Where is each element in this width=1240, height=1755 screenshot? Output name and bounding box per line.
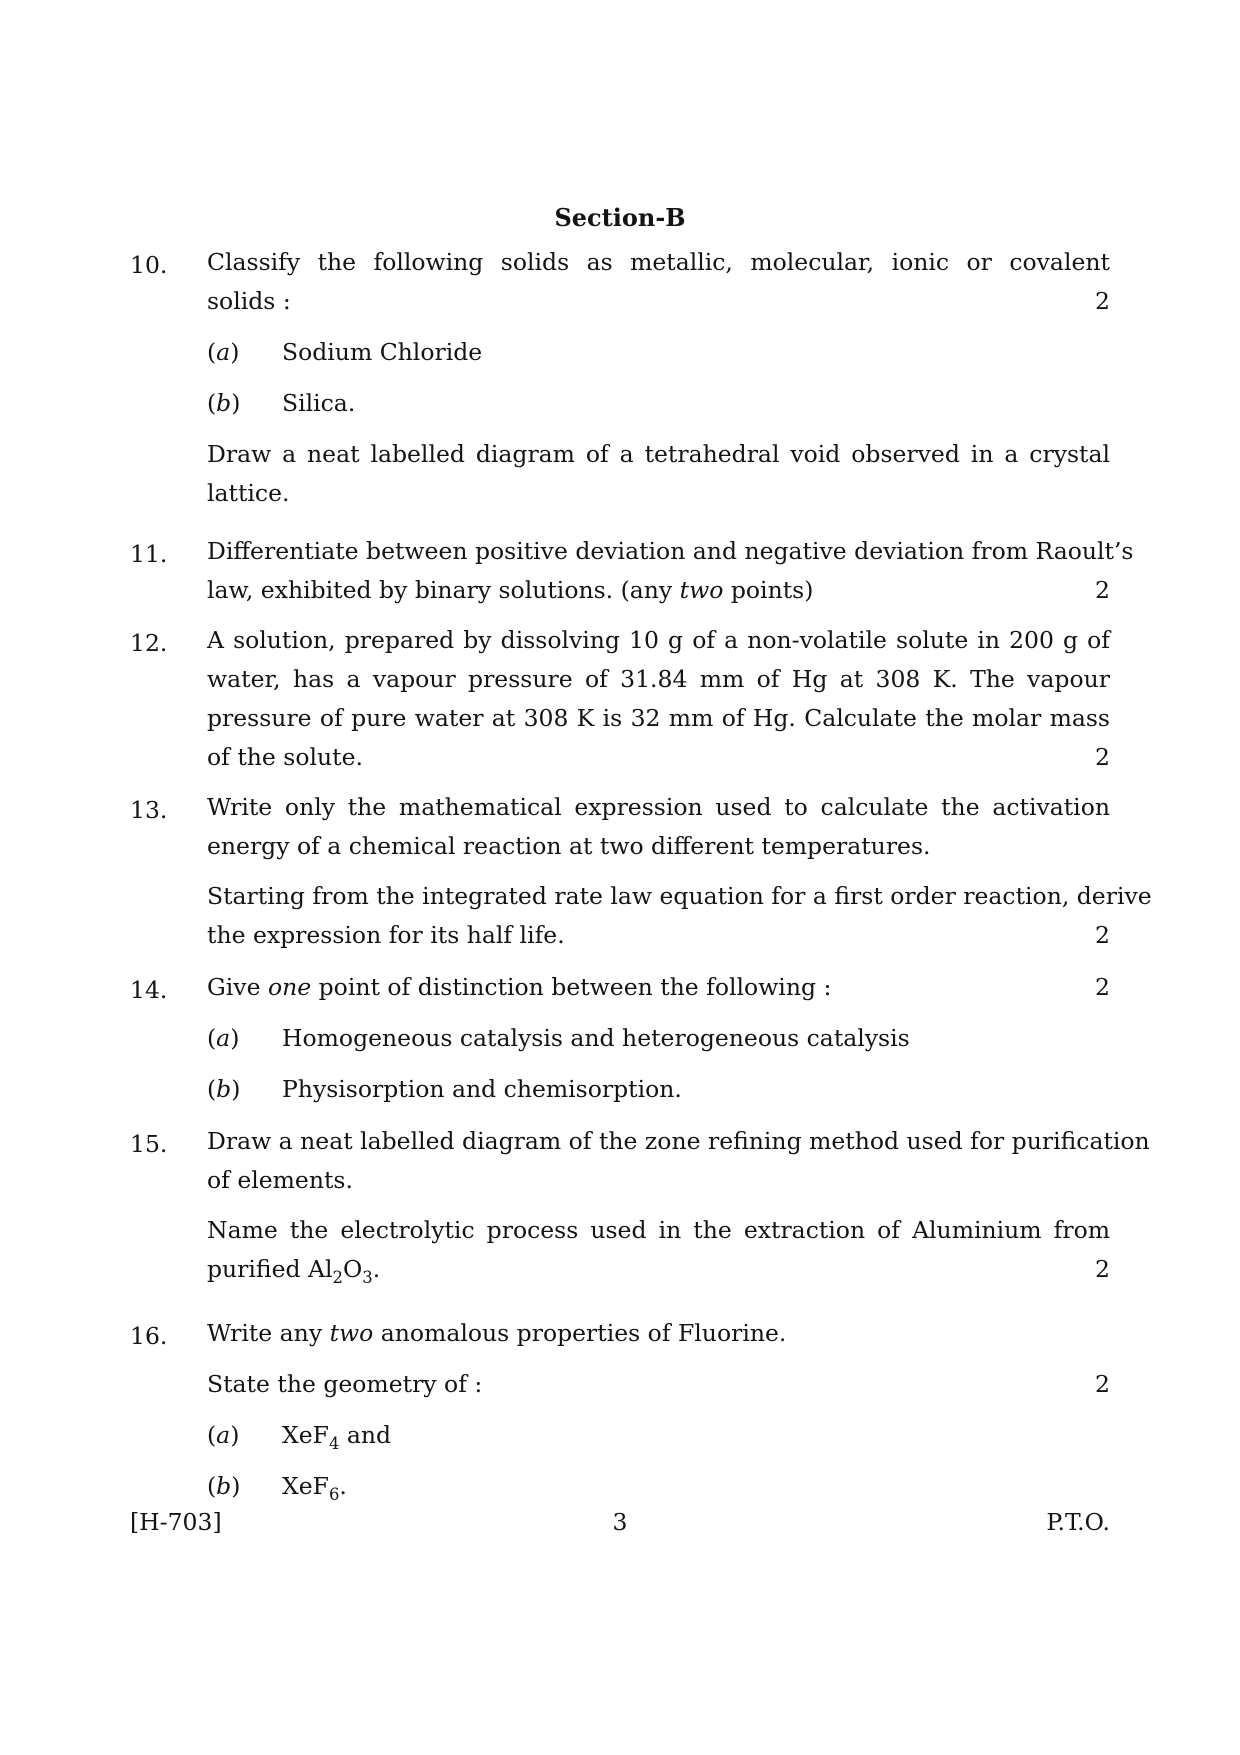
question-body: Write any two anomalous properties of Fluorine. State the geometry of : 2 (a) XeF$_4$ and (b) XeF$_6$.: [207, 1314, 1110, 1506]
question-body: [207, 243, 1110, 513]
question-paragraph: Draw a neat labelled diagram of a tetrahedral void observed in a crystal lattice.: [207, 440, 1110, 507]
question-number: 11.: [130, 540, 168, 568]
sub-item-a: (a) Homogeneous catalysis and heterogeneous catalysis: [207, 1024, 910, 1052]
pto-label: P.T.O.: [1046, 1508, 1110, 1536]
question-number: 13.: [130, 796, 168, 824]
question-paragraph: Starting from the integrated rate law equation for a first order reaction, derive the expression for its half life. 2: [207, 877, 1110, 955]
question-body: Write only the mathematical expression used to calculate the activation energy of a chemical reaction at two different temperatures. Starting from the integrated rate law equation for a first order reaction, derive the expression for its half life. 2: [207, 788, 1110, 955]
question-number: 16.: [130, 1322, 168, 1350]
page-footer: [130, 1508, 1110, 1536]
question-number: 14.: [130, 976, 168, 1004]
section-title: Section-B: [554, 203, 686, 232]
question-body: A solution, prepared by dissolving 10 g of a non-volatile solute in 200 g of water, has a vapour pressure of 31.84 mm of Hg at 308 K. The vapour pressure of pure water at 308 K is 32 mm of Hg. Calculate the molar mass of the solute. 2: [207, 621, 1110, 777]
sub-item-b: (b) XeF$_6$.: [207, 1472, 347, 1504]
question-body: Draw a neat labelled diagram of the zone refining method used for purification of elements. Name the electrolytic process used in the extraction of Aluminium from purified $Al_2O_3$. 2: [207, 1122, 1110, 1289]
marks: 2: [1095, 1370, 1110, 1398]
question-line: Classify the following solids as metallic, molecular, ionic or covalent: [207, 248, 1110, 276]
paper-code: [H-703]: [130, 1508, 222, 1536]
question-body: Differentiate between positive deviation and negative deviation from Raoult’s law, exhibited by binary solutions. (any two points) 2: [207, 532, 1110, 610]
marks: 2: [1095, 973, 1110, 1001]
question-body: Give one point of distinction between the following : 2 (a) Homogeneous catalysis and heterogeneous catalysis (b) Physisorption and chemisorption.: [207, 968, 1110, 1109]
question-line: solids : 2: [207, 282, 1110, 321]
sub-item-a: (a) XeF$_4$ and: [207, 1421, 392, 1453]
sub-item-b: (b) Silica.: [207, 389, 356, 417]
marks: 2: [1095, 743, 1110, 771]
marks: 2: [1095, 1255, 1110, 1283]
sub-item-a: (a) Sodium Chloride: [207, 338, 483, 366]
question-number: 15.: [130, 1130, 168, 1158]
marks: 2: [1095, 287, 1110, 315]
question-number: 10.: [130, 251, 168, 279]
marks: 2: [1095, 921, 1110, 949]
marks: 2: [1095, 576, 1110, 604]
question-number: 12.: [130, 629, 168, 657]
question-paragraph: Name the electrolytic process used in the extraction of Aluminium from purified $Al_2O_3$. 2: [207, 1211, 1110, 1289]
page-number: 3: [612, 1508, 628, 1536]
sub-item-b: (b) Physisorption and chemisorption.: [207, 1075, 682, 1103]
